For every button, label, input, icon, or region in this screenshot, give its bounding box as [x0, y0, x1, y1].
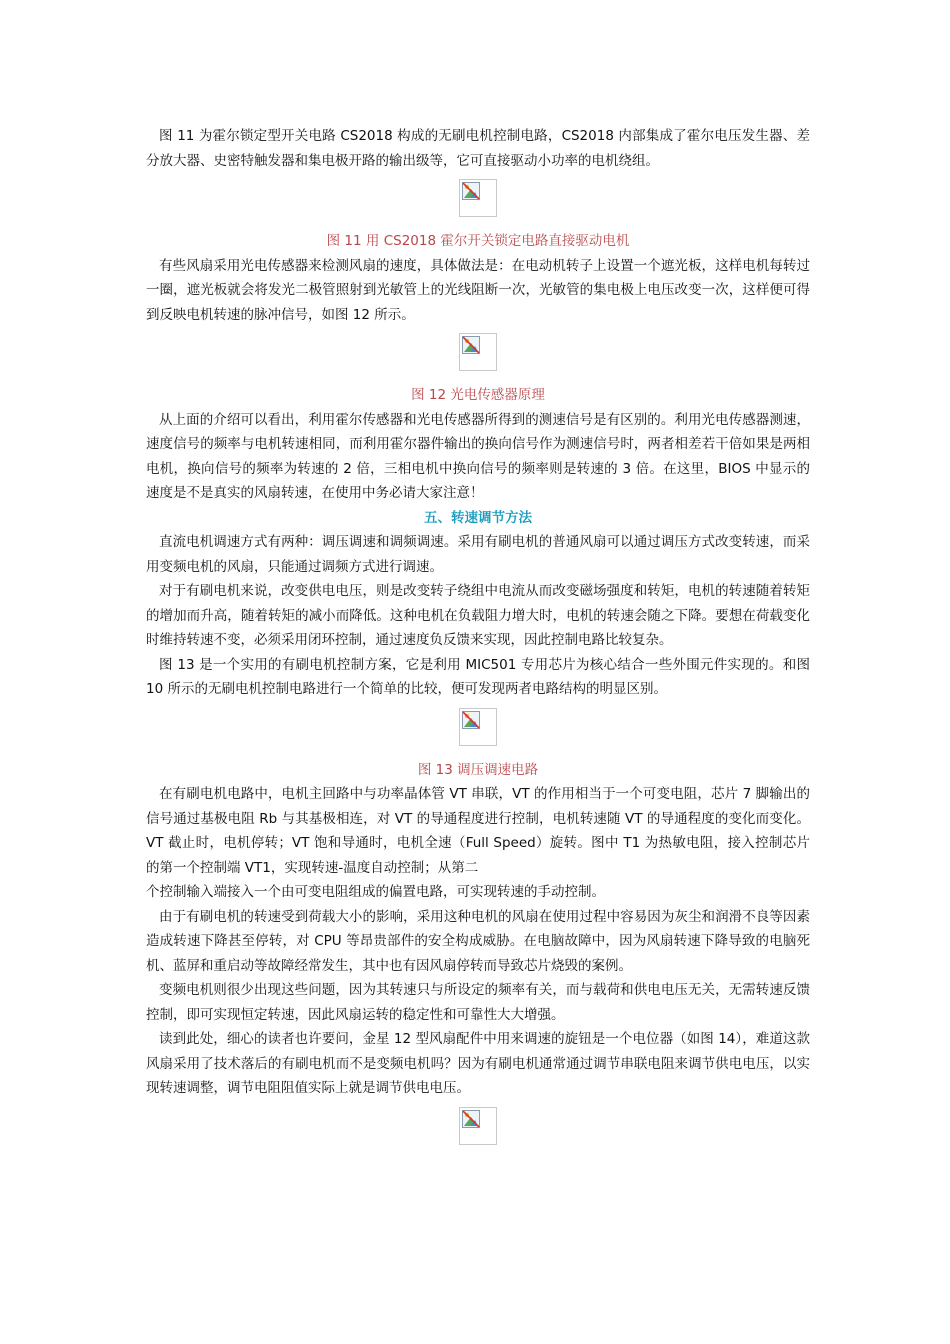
paragraph: 图 11 为霍尔锁定型开关电路 CS2018 构成的无刷电机控制电路，CS2018 内部集成了霍尔电压发生器、差分放大器、史密特触发器和集电极开路的输出级等，它可直接驱动小功率的电机绕组。: [146, 128, 810, 169]
paragraph: 图 13 是一个实用的有刷电机控制方案，它是利用 MIC501 专用芯片为核心结合一些外围元件实现的。和图 10 所示的无刷电机控制电路进行一个简单的比较，便可发现两者电路结构的明显区别。: [146, 656, 810, 697]
paragraph: 在有刷电机电路中，电机主回路中与功率晶体管 VT 串联，VT 的作用相当于一个可变电阻，芯片 7 脚输出的信号通过基极电阻 Rb 与其基极相连，对 VT 的导通程度进行控制，电机转速随 VT 的导通程度的变化而变化。VT 截止时，电机停转；VT 饱和导通时，电机全速（Full Speed）旋转。图中 T1 为热敏电阻，接入控制芯片的第一个控制端 VT1，实现转速-温度自动控制；从第二: [146, 786, 810, 876]
figure-14-image: [459, 1107, 497, 1145]
figure-12-image: [459, 333, 497, 371]
paragraph: 有些风扇采用光电传感器来检测风扇的速度，具体做法是：在电动机转子上设置一个遮光板，这样电机每转过一圈，遮光板就会将发光二极管照射到光敏管上的光线阻断一次，光敏管的集电极上电压改变一次，这样便可得到反映电机转速的脉冲信号，如图 12 所示。: [146, 257, 810, 323]
figure-11-caption: 图 11 用 CS2018 霍尔开关锁定电路直接驱动电机: [326, 233, 630, 249]
paragraph: 由于有刷电机的转速受到荷载大小的影响，采用这种电机的风扇在使用过程中容易因为灰尘和润滑不良等因素造成转速下降甚至停转，对 CPU 等昂贵部件的安全构成威胁。在电脑故障中，因为风扇转速下降导致的电脑死机、蓝屏和重启动等故障经常发生，其中也有因风扇停转而导致芯片烧毁的案例。: [146, 908, 810, 974]
paragraph: 对于有刷电机来说，改变供电电压，则是改变转子绕组中电流从而改变磁场强度和转矩，电机的转速随着转矩的增加而升高，随着转矩的减小而降低。这种电机在负载阻力增大时，电机的转速会随之下降。要想在荷载变化时维持转速不变，必须采用闭环控制，通过速度负反馈来实现，因此控制电路比较复杂。: [146, 583, 810, 648]
figure-11-image: [459, 179, 497, 217]
figure-13-image: [459, 708, 497, 746]
paragraph: 个控制输入端接入一个由可变电阻组成的偏置电路，可实现转速的手动控制。: [146, 884, 605, 900]
figure-12-caption: 图 12 光电传感器原理: [411, 387, 545, 403]
paragraph: 直流电机调速方式有两种：调压调速和调频调速。采用有刷电机的普通风扇可以通过调压方式改变转速，而采用变频电机的风扇，只能通过调频方式进行调速。: [146, 534, 810, 575]
paragraph: 读到此处，细心的读者也许要问，金星 12 型风扇配件中用来调速的旋钮是一个电位器（如图 14），难道这款风扇采用了技术落后的有刷电机而不是变频电机吗？因为有刷电机通常通过调节串联电阻来调节供电电压，以实现转速调整，调节电阻阻值实际上就是调节供电电压。: [146, 1031, 810, 1096]
section-heading: 五、转速调节方法: [424, 509, 532, 526]
paragraph: 从上面的介绍可以看出，利用霍尔传感器和光电传感器所得到的测速信号是有区别的。利用光电传感器测速，速度信号的频率与电机转速相同，而利用霍尔器件输出的换向信号作为测速信号时，两者相差若干倍如果是两相电机，换向信号的频率为转速的 2 倍，三相电机中换向信号的频率则是转速的 3 倍。在这里，BIOS 中显示的速度是不是真实的风扇转速，在使用中务必请大家注意！: [146, 411, 810, 501]
paragraph: 变频电机则很少出现这些问题，因为其转速只与所设定的频率有关，而与载荷和供电电压无关，无需转速反馈控制，即可实现恒定转速，因此风扇运转的稳定性和可靠性大大增强。: [146, 982, 810, 1023]
document-body: [146, 124, 810, 1157]
figure-13-caption: 图 13 调压调速电路: [417, 761, 539, 778]
